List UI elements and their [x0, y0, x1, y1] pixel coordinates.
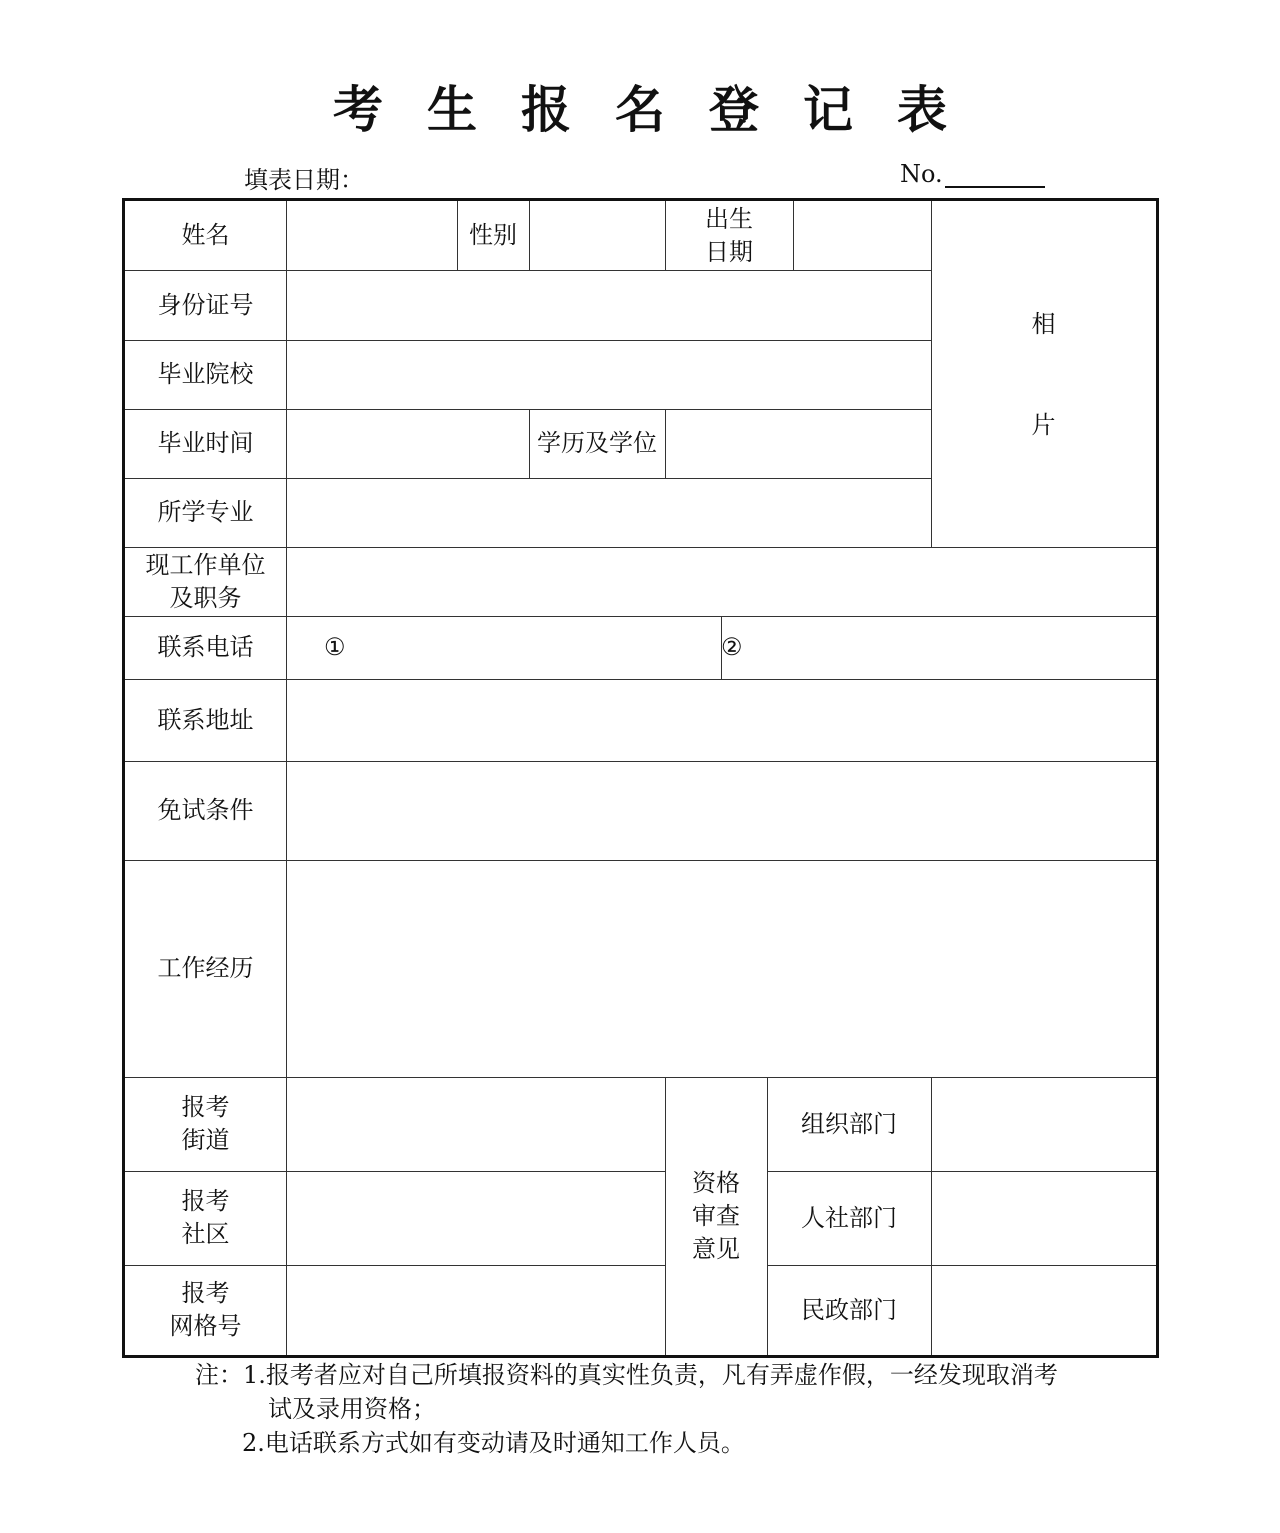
graduation-time-field[interactable]	[286, 409, 529, 478]
phone-2-marker: ②	[721, 633, 743, 661]
serial-number-field[interactable]	[945, 164, 1045, 188]
title-char: 考	[333, 80, 383, 139]
title-char: 登	[709, 80, 759, 139]
notes	[195, 1358, 1058, 1460]
street-field[interactable]	[286, 1077, 665, 1171]
degree-label: 学历及学位	[537, 429, 657, 457]
note-line-2: 试及录用资格；	[268, 1395, 436, 1423]
street-label-line2: 街道	[181, 1126, 230, 1154]
title-char: 名	[615, 80, 665, 139]
street-label-line1: 报考	[181, 1093, 230, 1121]
civil-dept-field[interactable]	[931, 1265, 1156, 1355]
community-field[interactable]	[286, 1171, 665, 1265]
street-label	[125, 1077, 286, 1171]
grid-number-label-line1: 报考	[181, 1279, 230, 1307]
graduation-time-label: 毕业时间	[157, 429, 254, 457]
form-title	[0, 70, 1280, 142]
review-label-line2: 审查	[692, 1201, 740, 1230]
major-field[interactable]	[286, 478, 931, 547]
work-unit-label	[125, 547, 286, 616]
community-label-line2: 社区	[181, 1220, 230, 1248]
review-label-line3: 意见	[692, 1234, 740, 1263]
exemption-label: 免试条件	[157, 796, 254, 824]
title-char: 表	[897, 80, 947, 139]
work-unit-field[interactable]	[286, 547, 1156, 616]
grid-number-label	[125, 1265, 286, 1355]
community-label	[125, 1171, 286, 1265]
phone-2-field[interactable]	[721, 616, 1156, 679]
birth-date-field[interactable]	[793, 201, 931, 270]
address-label: 联系地址	[157, 705, 254, 734]
community-label-line1: 报考	[181, 1187, 230, 1215]
review-opinion-label	[665, 1077, 767, 1355]
note-line-1: 注：1.报考者应对自己所填报资料的真实性负责，凡有弄虚作假，一经发现取消考	[195, 1361, 1058, 1389]
birth-date-label	[665, 201, 793, 270]
serial-number	[900, 160, 1045, 188]
phone-1-field[interactable]	[286, 616, 721, 679]
title-char: 报	[521, 80, 571, 139]
hr-dept-label: 人社部门	[801, 1203, 897, 1232]
photo-label-top: 相	[1031, 310, 1056, 338]
title-char: 生	[427, 80, 477, 139]
id-number-label: 身份证号	[157, 290, 254, 319]
gender-field[interactable]	[529, 201, 665, 270]
major-label: 所学专业	[157, 498, 254, 526]
grid-number-field[interactable]	[286, 1265, 665, 1355]
gender-label: 性别	[469, 221, 517, 249]
phone-1-marker: ①	[324, 633, 346, 661]
photo-box[interactable]	[931, 201, 1156, 547]
work-unit-label-line1: 现工作单位	[145, 550, 266, 579]
exemption-field[interactable]	[286, 761, 1156, 860]
org-dept-field[interactable]	[931, 1077, 1156, 1171]
hr-dept-field[interactable]	[931, 1171, 1156, 1265]
review-label-line1: 资格	[692, 1168, 740, 1197]
birth-date-label-line2: 日期	[705, 237, 753, 266]
note-line-3: 2.电话联系方式如有变动请及时通知工作人员。	[242, 1429, 745, 1457]
work-history-label: 工作经历	[157, 954, 254, 982]
civil-dept-label: 民政部门	[801, 1295, 897, 1324]
title-char: 记	[803, 80, 853, 139]
org-dept-label: 组织部门	[801, 1109, 897, 1138]
work-unit-label-line2: 及职务	[169, 583, 242, 612]
birth-date-label-line1: 出生	[705, 204, 753, 233]
school-field[interactable]	[286, 340, 931, 409]
serial-number-label: No.	[900, 160, 943, 188]
school-label: 毕业院校	[157, 360, 254, 388]
id-number-field[interactable]	[286, 270, 931, 340]
fill-date-label: 填表日期：	[244, 166, 364, 194]
grid-number-label-line2: 网格号	[169, 1312, 242, 1340]
registration-form-table	[122, 198, 1159, 1358]
address-field[interactable]	[286, 679, 1156, 761]
degree-field[interactable]	[665, 409, 931, 478]
name-field[interactable]	[286, 201, 457, 270]
name-label: 姓名	[181, 221, 230, 249]
work-history-field[interactable]	[286, 860, 1156, 1077]
photo-label-bottom: 片	[1031, 411, 1056, 439]
phone-label: 联系电话	[157, 633, 254, 661]
